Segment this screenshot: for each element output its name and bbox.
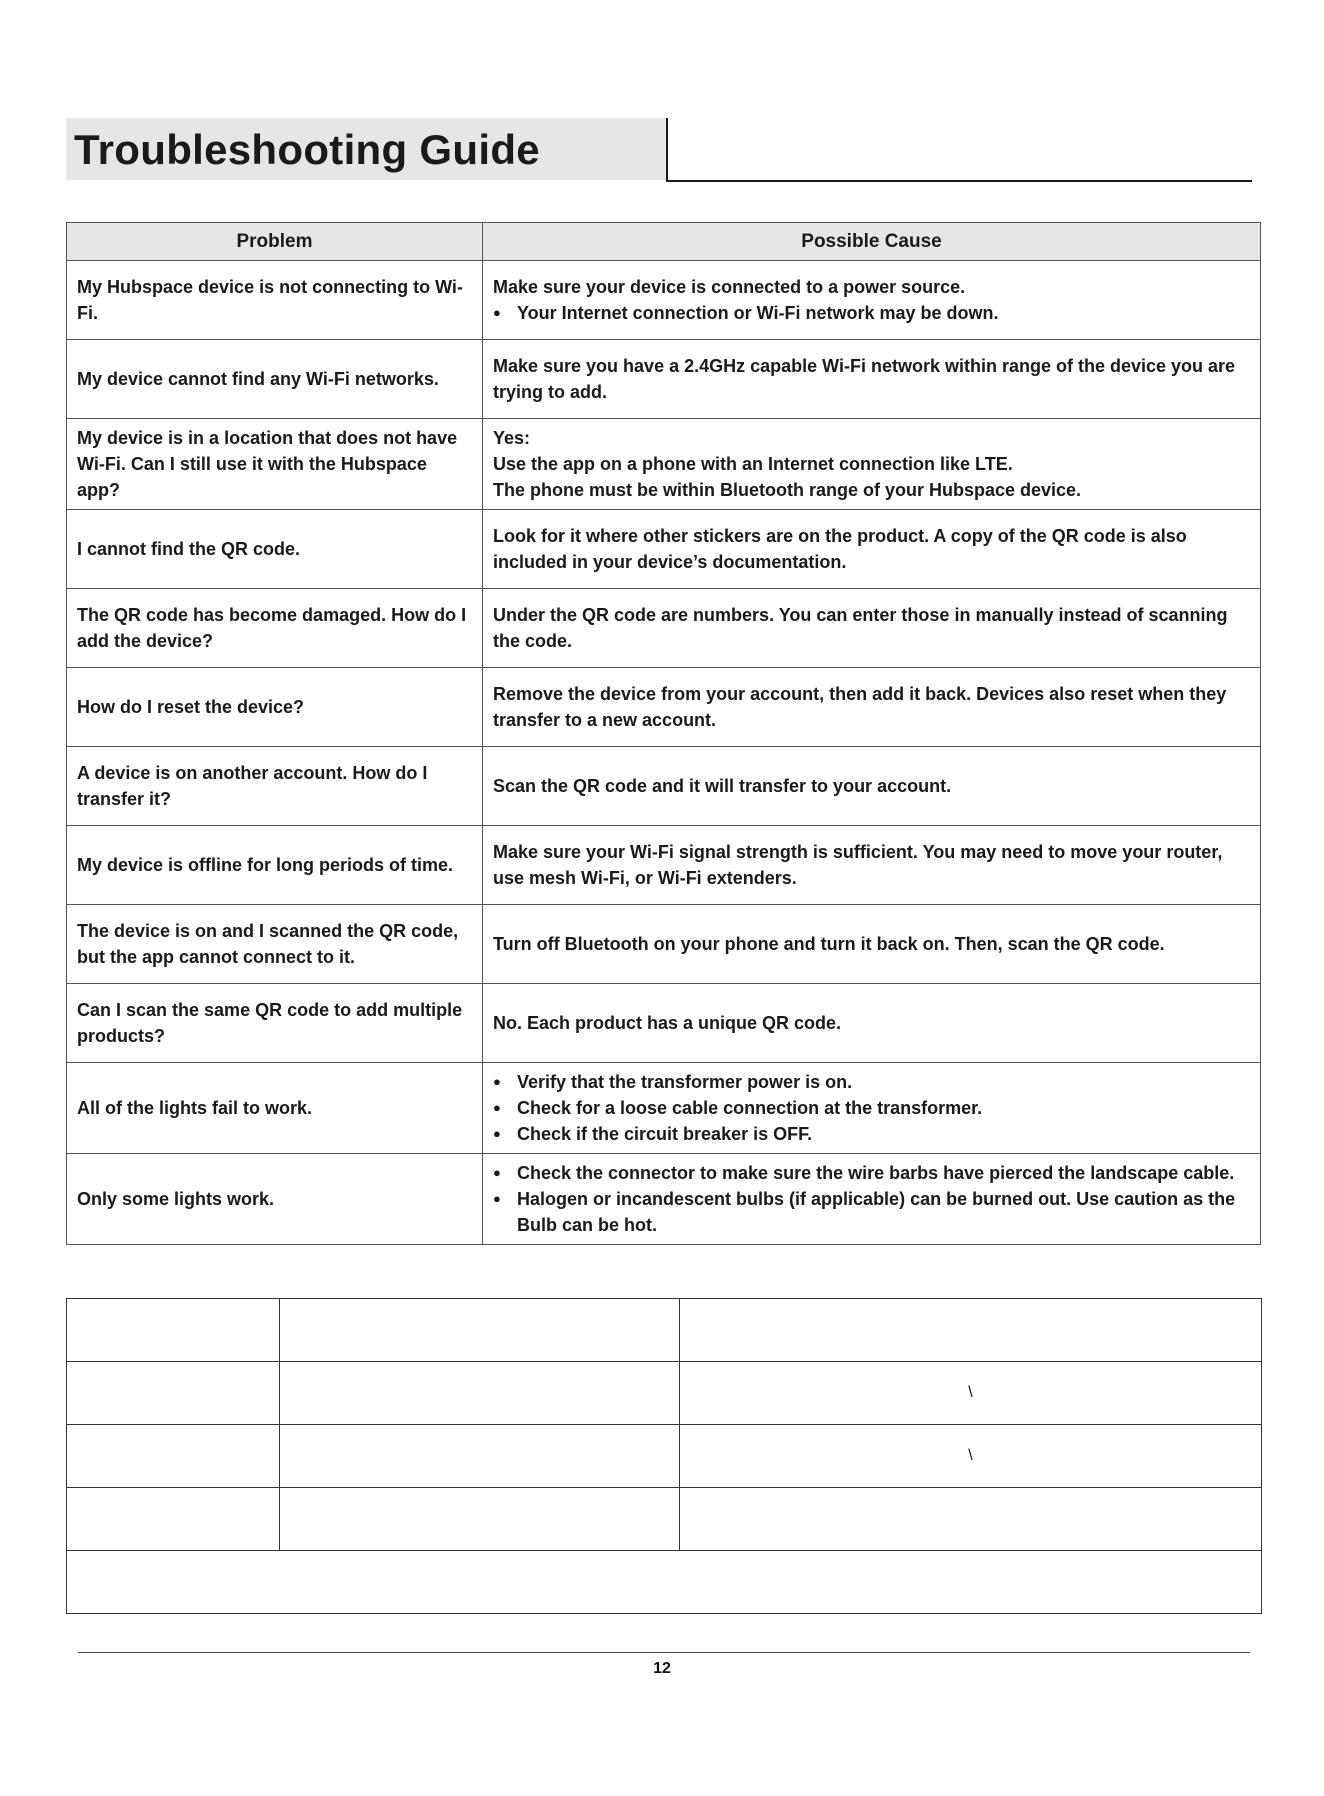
cause-bullet-item: ● Your Internet connection or Wi-Fi network may be down. (493, 300, 1250, 326)
header-rule (668, 180, 1252, 182)
problem-cell: Can I scan the same QR code to add multiple products? (67, 984, 483, 1063)
table-row (67, 905, 1261, 984)
spec-row (67, 1425, 1262, 1488)
cause-cell (483, 340, 1261, 419)
cause-text: Turn off Bluetooth on your phone and turn it back on. Then, scan the QR code. (493, 934, 1165, 954)
table-row (67, 826, 1261, 905)
table-row (67, 589, 1261, 668)
problem-cell: My Hubspace device is not connecting to Wi-Fi. (67, 261, 483, 340)
cause-text: Remove the device from your account, then add it back. Devices also reset when they transfer to a new account. (493, 684, 1227, 730)
table-row (67, 668, 1261, 747)
problem-cell: The QR code has become damaged. How do I add the device? (67, 589, 483, 668)
table-row (67, 261, 1261, 340)
problem-cell: How do I reset the device? (67, 668, 483, 747)
page-title: Troubleshooting Guide (74, 126, 540, 173)
problem-cell: A device is on another account. How do I transfer it? (67, 747, 483, 826)
spec-cell (280, 1488, 680, 1551)
cause-text: Make sure you have a 2.4GHz capable Wi-Fi network within range of the device you are trying to add. (493, 356, 1236, 402)
cause-text: Make sure your device is connected to a power source. (493, 277, 966, 297)
spec-row (67, 1488, 1262, 1551)
spec-cell: \ (680, 1362, 1262, 1425)
spec-row (67, 1299, 1262, 1362)
spec-cell (280, 1362, 680, 1425)
cause-text: No. Each product has a unique QR code. (493, 1013, 842, 1033)
page-header (66, 118, 1252, 182)
problem-cell: My device is in a location that does not have Wi-Fi. Can I still use it with the Hubspace app? (67, 419, 483, 510)
page-number: 12 (653, 1660, 671, 1677)
cause-cell (483, 984, 1261, 1063)
spec-footer-cell (67, 1551, 1262, 1614)
table-row (67, 419, 1261, 510)
column-header-cause: Possible Cause (483, 223, 1261, 261)
problem-cell: Only some lights work. (67, 1154, 483, 1245)
cause-cell (483, 1154, 1261, 1245)
spec-table (66, 1298, 1262, 1614)
table-row (67, 1063, 1261, 1154)
spec-table-body (67, 1299, 1262, 1614)
spec-cell (280, 1299, 680, 1362)
spec-row (67, 1362, 1262, 1425)
spec-cell (67, 1425, 280, 1488)
problem-cell: The device is on and I scanned the QR code, but the app cannot connect to it. (67, 905, 483, 984)
footer-rule (78, 1652, 1250, 1653)
spec-cell (680, 1488, 1262, 1551)
cause-text: Yes: (493, 428, 531, 448)
cause-bullet-item: ● Check if the circuit breaker is OFF. (493, 1121, 1250, 1147)
spec-cell (67, 1299, 280, 1362)
cause-bullet-item: ● Check for a loose cable connection at the transformer. (493, 1095, 1250, 1121)
cause-cell (483, 261, 1261, 340)
cause-text: The phone must be within Bluetooth range of your Hubspace device. (493, 480, 1082, 500)
cause-bullet-item: ● Check the connector to make sure the wire barbs have pierced the landscape cable. (493, 1160, 1250, 1186)
problem-cell: I cannot find the QR code. (67, 510, 483, 589)
problem-cell: My device is offline for long periods of time. (67, 826, 483, 905)
title-divider (666, 118, 668, 182)
cause-cell (483, 668, 1261, 747)
cause-cell (483, 1063, 1261, 1154)
spec-cell (67, 1362, 280, 1425)
problem-cell: All of the lights fail to work. (67, 1063, 483, 1154)
table-body (67, 261, 1261, 1245)
table-row (67, 747, 1261, 826)
cause-cell (483, 747, 1261, 826)
cause-text: Look for it where other stickers are on the product. A copy of the QR code is also included in your device’s documentation. (493, 526, 1187, 572)
cause-text: Use the app on a phone with an Internet connection like LTE. (493, 454, 1013, 474)
spec-cell (67, 1488, 280, 1551)
cause-text: Make sure your Wi-Fi signal strength is sufficient. You may need to move your router, use mesh Wi-Fi, or Wi-Fi extenders. (493, 842, 1223, 888)
cause-cell (483, 419, 1261, 510)
table-row (67, 1154, 1261, 1245)
column-header-problem: Problem (67, 223, 483, 261)
cause-cell (483, 510, 1261, 589)
cause-bullet-item: ● Halogen or incandescent bulbs (if applicable) can be burned out. Use caution as the Bulb can be hot. (493, 1186, 1250, 1238)
cause-cell (483, 589, 1261, 668)
problem-cell: My device cannot find any Wi-Fi networks. (67, 340, 483, 419)
spec-cell (280, 1425, 680, 1488)
table-header-row (67, 223, 1261, 261)
cause-cell (483, 826, 1261, 905)
table-row (67, 510, 1261, 589)
table-row (67, 340, 1261, 419)
spec-cell (680, 1299, 1262, 1362)
cause-bullet-item: ● Verify that the transformer power is on. (493, 1069, 1250, 1095)
spec-footer-row (67, 1551, 1262, 1614)
cause-cell (483, 905, 1261, 984)
table-row (67, 984, 1261, 1063)
cause-text: Scan the QR code and it will transfer to your account. (493, 776, 952, 796)
cause-text: Under the QR code are numbers. You can enter those in manually instead of scanning the code. (493, 605, 1228, 651)
spec-cell: \ (680, 1425, 1262, 1488)
troubleshooting-table (66, 222, 1261, 1245)
title-banner (66, 118, 666, 180)
